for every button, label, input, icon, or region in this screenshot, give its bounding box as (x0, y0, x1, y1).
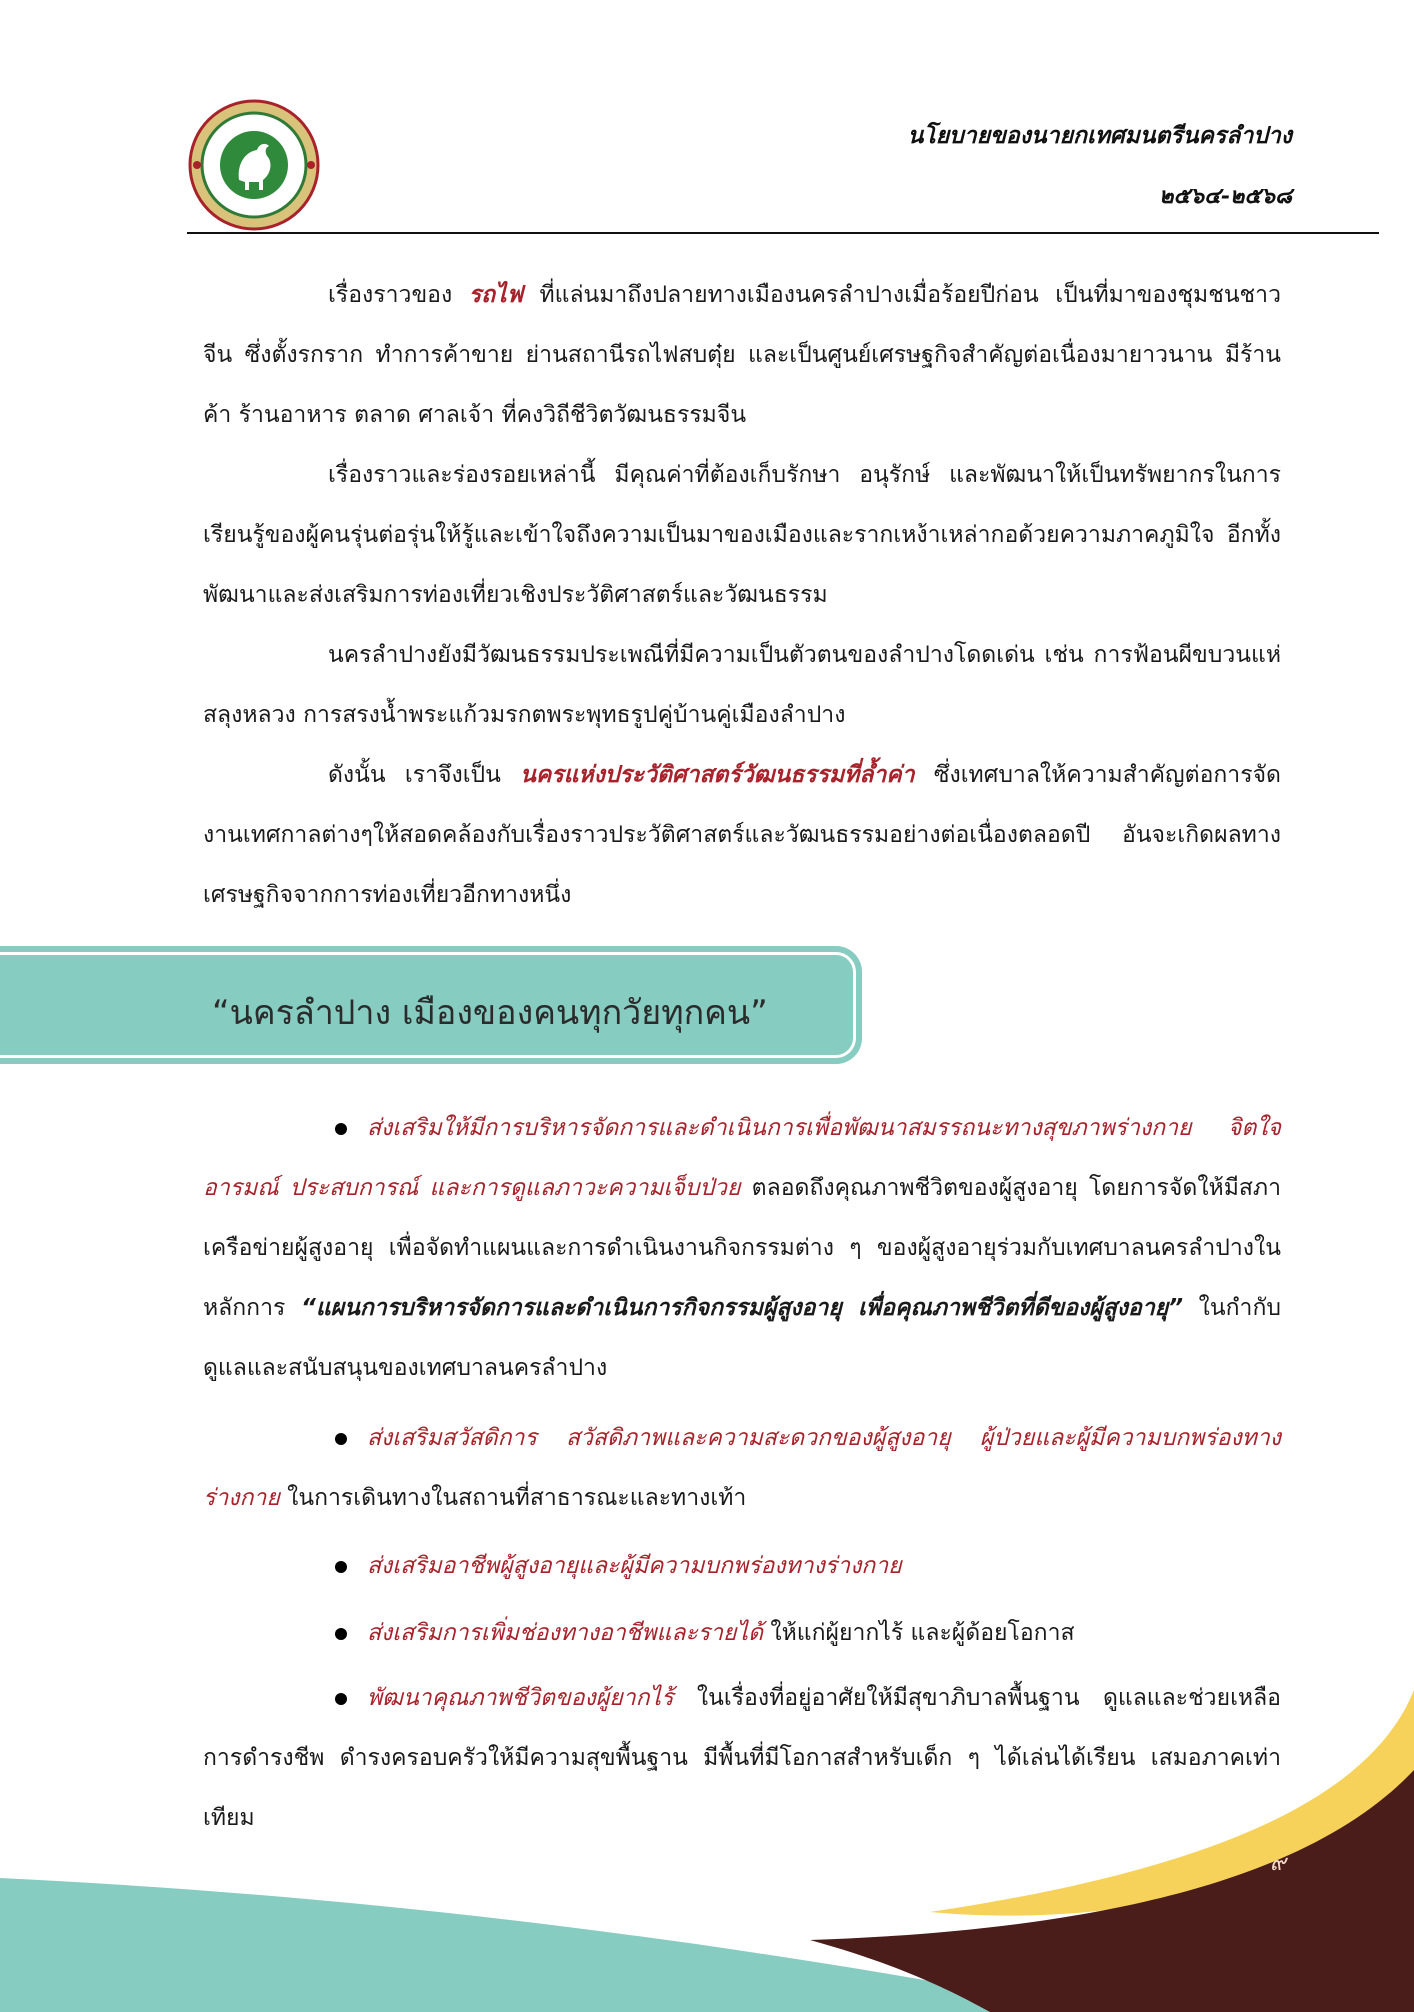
bullet-item-4 (203, 1603, 1281, 1663)
intro-paragraph-2 (203, 445, 1281, 625)
bullet-dot-icon (335, 1693, 347, 1705)
p4-highlight: นครแห่งประวัติศาสตร์วัฒนธรรมที่ล้ำค่า (520, 762, 915, 788)
intro-paragraph-4 (203, 745, 1281, 925)
bullet-item-5 (203, 1668, 1281, 1848)
bullet-item-3 (203, 1536, 1281, 1596)
p4-text-before: ดังนั้น เราจึงเป็น (328, 762, 521, 788)
bullet-2-text: ในการเดินทางในสถานที่สาธารณะและทางเท้า (279, 1485, 747, 1511)
intro-paragraph-1 (203, 265, 1281, 445)
municipal-seal-logo (187, 98, 321, 232)
p1-text-after: ที่แล่นมาถึงปลายทางเมืองนครลำปางเมื่อร้อยปีก่อน เป็นที่มาของชุมชนชาวจีน ซึ่งตั้งรกราก ทำการค้าขาย ย่านสถานีรถไฟสบตุ๋ย และเป็นศูนย์เศรษฐกิจสำคัญต่อเนื่องมายาวนาน มีร้านค้า ร้านอาหาร ตลาด ศาลเจ้า ที่คงวิถีชีวิตวัฒนธรรมจีน (203, 282, 1281, 428)
bullet-1-end: ในกำกับดูแลและสนับสนุนของเทศบาลนครลำปาง (203, 1295, 1281, 1381)
p4-text-after: ซึ่งเทศบาลให้ความสำคัญต่อการจัดงานเทศกาลต่างๆให้สอดคล้องกับเรื่องราวประวัติศาสตร์และวัฒนธรรมอย่างต่อเนื่องตลอดปี อันจะเกิดผลทางเศรษฐกิจจากการท่องเที่ยวอีกทางหนึ่ง (203, 762, 1281, 908)
page-number: ๙ (1269, 1851, 1286, 1876)
bullet-dot-icon (335, 1123, 347, 1135)
p1-highlight: รถไฟ (468, 282, 523, 308)
document-header-title: นโยบายของนายกเทศมนตรีนครลำปาง (907, 122, 1292, 149)
bullet-5-text: ในเรื่องที่อยู่อาศัยให้มีสุขาภิบาลพื้นฐาน ดูแลและช่วยเหลือการดำรงชีพ ดำรงครอบครัวให้มีความสุขพื้นฐาน มีพื้นที่มีโอกาสสำหรับเด็ก ๆ ได้เล่นได้เรียน เสมอภาคเท่าเทียม (203, 1685, 1281, 1831)
bullet-3-highlight: ส่งเสริมอาชีพผู้สูงอายุและผู้มีความบกพร่องทางร่างกาย (367, 1553, 902, 1579)
bullet-5-highlight: พัฒนาคุณภาพชีวิตของผู้ยากไร้ (367, 1685, 674, 1711)
bullet-1-highlight: ส่งเสริมให้มีการบริหารจัดการและดำเนินการเพื่อพัฒนาสมรรถนะทางสุขภาพร่างกาย จิตใจ อารมณ์ ประสบการณ์ และการดูแลภาวะความเจ็บป่วย (203, 1115, 1281, 1201)
bullet-1-text: ตลอดถึงคุณภาพชีวิตของผู้สูงอายุ โดยการจัดให้มีสภาเครือข่ายผู้สูงอายุ เพื่อจัดทำแผนและการดำเนินงานกิจกรรมต่าง ๆ ของผู้สูงอายุร่วมกับเทศบาลนครลำปางในหลักการ (203, 1175, 1281, 1321)
bullet-dot-icon (335, 1561, 347, 1573)
p1-text-before: เรื่องราวของ (328, 282, 469, 308)
bullet-item-2 (203, 1408, 1281, 1528)
bullet-4-highlight: ส่งเสริมการเพิ่มช่องทางอาชีพและรายได้ (367, 1620, 764, 1646)
document-header-years: ๒๕๖๔-๒๕๖๘ (1159, 183, 1292, 209)
bullet-4-text: ให้แก่ผู้ยากไร้ และผู้ด้อยโอกาส (763, 1620, 1075, 1646)
intro-paragraph-3 (203, 625, 1281, 745)
section-heading: “นครลำปาง เมืองของคนทุกวัยทุกคน” (212, 993, 768, 1033)
bullet-dot-icon (335, 1628, 347, 1640)
bullet-2-highlight: ส่งเสริมสวัสดิการ สวัสดิภาพและความสะดวกของผู้สูงอายุ ผู้ป่วยและผู้มีความบกพร่องทางร่างกาย (203, 1425, 1281, 1511)
header-divider (187, 232, 1379, 234)
p2-text: เรื่องราวและร่องรอยเหล่านี้ มีคุณค่าที่ต้องเก็บรักษา อนุรักษ์ และพัฒนาให้เป็นทรัพยากรในการเรียนรู้ของผู้คนรุ่นต่อรุ่นให้รู้และเข้าใจถึงความเป็นมาของเมืองและรากเหง้าเหล่ากอด้วยความภาคภูมิใจ อีกทั้งพัฒนาและส่งเสริมการท่องเที่ยวเชิงประวัติศาสตร์และวัฒนธรรม (203, 462, 1281, 608)
p3-text: นครลำปางยังมีวัฒนธรรมประเพณีที่มีความเป็นตัวตนของลำปางโดดเด่น เช่น การฟ้อนผีขบวนแห่สลุงหลวง การสรงน้ำพระแก้วมรกตพระพุทธรูปคู่บ้านคู่เมืองลำปาง (203, 642, 1281, 728)
bullet-1-quote: “แผนการบริหารจัดการและดำเนินการกิจกรรมผู้สูงอายุ เพื่อคุณภาพชีวิตที่ดีของผู้สูงอายุ” (301, 1295, 1184, 1321)
bullet-dot-icon (335, 1433, 347, 1445)
bullet-item-1 (203, 1098, 1281, 1398)
